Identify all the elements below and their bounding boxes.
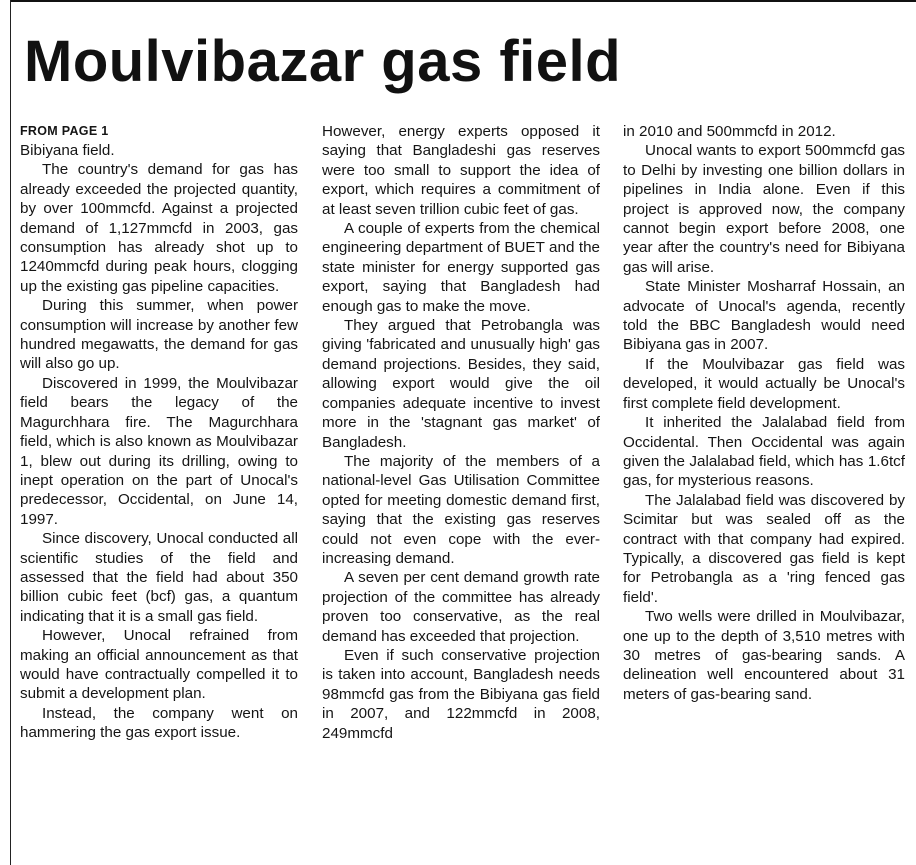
paragraph: Two wells were drilled in Moulvibazar, one up to the depth of 3,510 metres with 30 metres of gas-bearing sands. A delineation well encountered about 31 meters of gas-bearing sand.: [623, 608, 905, 703]
paragraph: However, energy experts opposed it saying that Bangladeshi gas reserves were too small to support the idea of export, which requires a commitment of at least seven trillion cubic feet of gas.: [322, 123, 600, 218]
left-rule: [10, 0, 11, 865]
paragraph: They argued that Petrobangla was giving 'fabricated and unusually high' gas demand projections. Besides, they said, allowing export would give the oil companies adequate incentive to invest more in the 'stagnant gas market' of Bangladesh.: [322, 317, 600, 451]
paragraph: A seven per cent demand growth rate projection of the committee has already proven too conservative, as the real demand has exceeded that projection.: [322, 569, 600, 645]
paragraph: However, Unocal refrained from making an official announcement as that would have contractually compelled it to submit a development plan.: [20, 627, 298, 703]
paragraph: The majority of the members of a national-level Gas Utilisation Committee opted for meeting domestic demand first, saying that the existing gas reserves could not even cope with the ever- increasing demand.: [322, 452, 600, 567]
paragraph: If the Moulvibazar gas field was developed, it would actually be Unocal's first complete field development.: [623, 355, 905, 412]
paragraph: During this summer, when power consumption will increase by another few hundred megawatts, the demand for gas will also go up.: [20, 297, 298, 373]
from-page-label: FROM PAGE 1: [20, 124, 109, 138]
paragraph: The country's demand for gas has already exceeded the projected quantity, by over 100mmcfd. Against a projected demand of 1,127mmcfd in 2003, gas consumption has already shot up to 1240mmcfd during peak hours, clogging up the existing gas pipeline capacities.: [20, 161, 298, 295]
column-3: [623, 122, 905, 862]
paragraph: in 2010 and 500mmcfd in 2012.: [623, 123, 836, 140]
paragraph: The Jalalabad field was discovered by Scimitar but was sealed off as the contract with that company had expired. Typically, a discovered gas field is kept for Petrobangla as a 'ring fenced gas field'.: [623, 491, 905, 606]
paragraph: Discovered in 1999, the Moulvibazar field bears the legacy of the Magurchhara fire. The Magurchhara field, which is also known as Moulvibazar 1, blew out during its drilling, owing to inept operation on the part of Unocal's predecessor, Occidental, on June 14, 1997.: [20, 374, 298, 528]
paragraph: Bibiyana field.: [20, 142, 115, 159]
paragraph: A couple of experts from the chemical engineering department of BUET and the state minister for energy supported gas export, saying that Bangladesh had enough gas to make the move.: [322, 220, 600, 315]
paragraph: It inherited the Jalalabad field from Occidental. Then Occidental was again given the Jalalabad field, which has 1.6tcf gas, for mysterious reasons.: [623, 414, 905, 490]
paragraph: Since discovery, Unocal conducted all scientific studies of the field and assessed that the field had about 350 billion cubic feet (bcf) gas, a quantum indicating that it is a small gas field.: [20, 530, 298, 625]
headline: Moulvibazar gas field: [24, 29, 622, 94]
column-2: [322, 122, 600, 862]
top-rule: [10, 0, 916, 2]
paragraph: Even if such conservative projection is taken into account, Bangladesh needs 98mmcfd gas from the Bibiyana gas field in 2007, and 122mmcfd in 2008, 249mmcfd: [322, 646, 600, 742]
column-1: [20, 122, 298, 862]
paragraph: Instead, the company went on hammering the gas export issue.: [20, 704, 298, 742]
paragraph: Unocal wants to export 500mmcfd gas to Delhi by investing one billion dollars in pipelines in India alone. Even if this project is approved now, the company cannot begin export before 2008, one year after the country's need for Bibiyana gas will arise.: [623, 142, 905, 276]
paragraph: State Minister Mosharraf Hossain, an advocate of Unocal's agenda, recently told the BBC Bangladesh would need Bibiyana gas in 2007.: [623, 278, 905, 354]
